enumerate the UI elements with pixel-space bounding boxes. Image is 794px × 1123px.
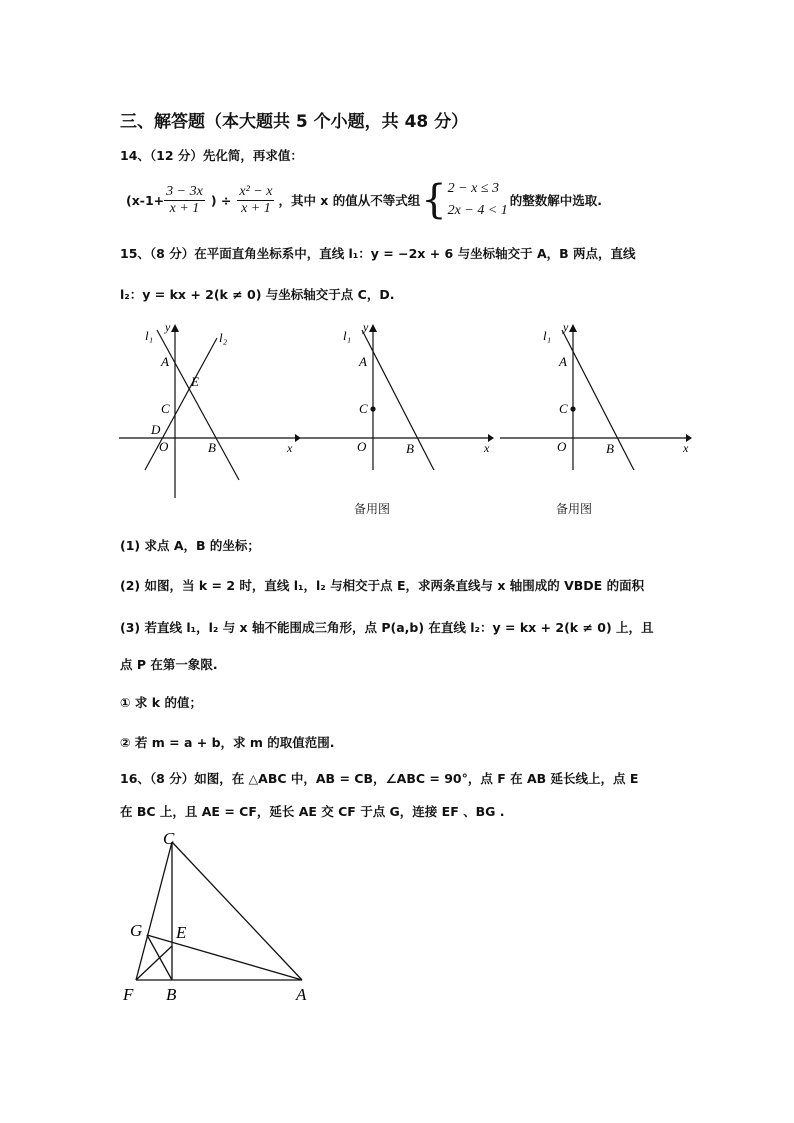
q15-line1: 15、（8 分）在平面直角坐标系中，直线 l₁：y = −2x + 6 与坐标轴交于 A，B 两点，直线 <box>120 246 636 261</box>
label-F: F <box>123 985 134 1004</box>
segment-CA <box>172 842 302 980</box>
label-E: E <box>191 374 199 389</box>
y-axis-arrow <box>171 324 179 332</box>
segment-GA <box>147 935 302 980</box>
q15-part1: (1) 求点 A，B 的坐标； <box>120 538 260 553</box>
q14-tail: 的整数解中选取. <box>509 193 603 208</box>
label-x: x <box>683 441 689 455</box>
point-C <box>370 406 375 411</box>
label-D: D <box>151 422 161 437</box>
q15-line2: l₂：y = kx + 2(k ≠ 0) 与坐标轴交于点 C，D. <box>120 287 395 302</box>
q15-figure-main <box>115 320 300 505</box>
y-axis-arrow <box>369 324 377 332</box>
line-l2 <box>145 338 217 470</box>
q15-figure-spare-1 <box>296 320 496 470</box>
label-A: A <box>296 985 307 1004</box>
q14-frac1-den: x + 1 <box>169 200 200 216</box>
label-x: x <box>484 441 490 455</box>
q14-frac2-den: x + 1 <box>241 200 271 216</box>
q15-sub1: ① 求 k 的值； <box>120 695 202 710</box>
label-B: B <box>406 441 414 456</box>
label-l1: l₁ <box>543 328 552 343</box>
label-C: C <box>559 401 568 416</box>
q16-figure <box>115 828 325 1008</box>
label-B: B <box>166 985 177 1004</box>
label-l2: l₂ <box>219 330 228 345</box>
q14-frac1-num: 3 − 3x <box>166 183 203 199</box>
spare-caption-2: 备用图 <box>556 502 593 516</box>
q15-figure-spare-2 <box>496 320 696 470</box>
q15-part2: (2) 如图，当 k = 2 时，直线 l₁，l₂ 与相交于点 E，求两条直线与 x 轴围成的 VBDE 的面积 <box>120 578 645 593</box>
label-E: E <box>176 923 187 942</box>
q14-expression <box>126 176 602 224</box>
segment-EF <box>136 946 172 980</box>
label-l1: l₁ <box>343 328 352 343</box>
q14-expr-prefix: (x-1+ <box>126 192 165 208</box>
label-B: B <box>606 441 614 456</box>
q16-line1: 16、（8 分）如图，在 △ABC 中，AB = CB，∠ABC = 90°，点 F 在 AB 延长线上，点 E <box>120 771 639 786</box>
spare-caption-1: 备用图 <box>354 502 391 516</box>
label-l1: l₁ <box>145 328 154 343</box>
q16-line2: 在 BC 上，且 AE = CF，延长 AE 交 CF 于点 G，连接 EF 、BG . <box>120 804 505 819</box>
q14-ineq2: 2x − 4 < 1 <box>447 203 508 218</box>
label-C: C <box>163 829 175 848</box>
label-C: C <box>359 401 368 416</box>
q14-header: 14、（12 分）先化简，再求值： <box>120 148 303 163</box>
label-O: O <box>557 439 567 454</box>
q14-frac1 <box>164 184 205 217</box>
label-x: x <box>287 441 293 455</box>
q14-ineq1: 2 − x ≤ 3 <box>447 181 500 196</box>
label-O: O <box>159 439 169 454</box>
q15-part3a: (3) 若直线 l₁，l₂ 与 x 轴不能围成三角形，点 P(a,b) 在直线 l₂：y = kx + 2(k ≠ 0) 上，且 <box>120 620 654 635</box>
q14-brace: { <box>421 177 447 223</box>
q14-frac2 <box>237 184 274 217</box>
q14-frac2-num: x² − x <box>239 183 273 199</box>
point-C <box>570 406 575 411</box>
y-axis-arrow <box>569 324 577 332</box>
label-y: y <box>563 320 569 334</box>
label-y: y <box>363 320 369 334</box>
label-C: C <box>161 401 170 416</box>
label-A: A <box>359 354 367 369</box>
label-y: y <box>165 320 171 334</box>
q15-part3b: 点 P 在第一象限. <box>120 657 218 672</box>
label-G: G <box>130 921 143 940</box>
section-title: 三、解答题（本大题共 5 个小题，共 48 分） <box>120 112 469 132</box>
q14-mid-text: ，其中 x 的值从不等式组 <box>278 193 421 208</box>
label-A: A <box>559 354 567 369</box>
label-O: O <box>357 439 367 454</box>
segment-CF <box>136 842 172 980</box>
q14-op: ) ÷ <box>210 192 232 208</box>
label-B: B <box>208 440 216 455</box>
q15-sub2: ② 若 m = a + b，求 m 的取值范围. <box>120 735 335 750</box>
label-A: A <box>161 354 169 369</box>
